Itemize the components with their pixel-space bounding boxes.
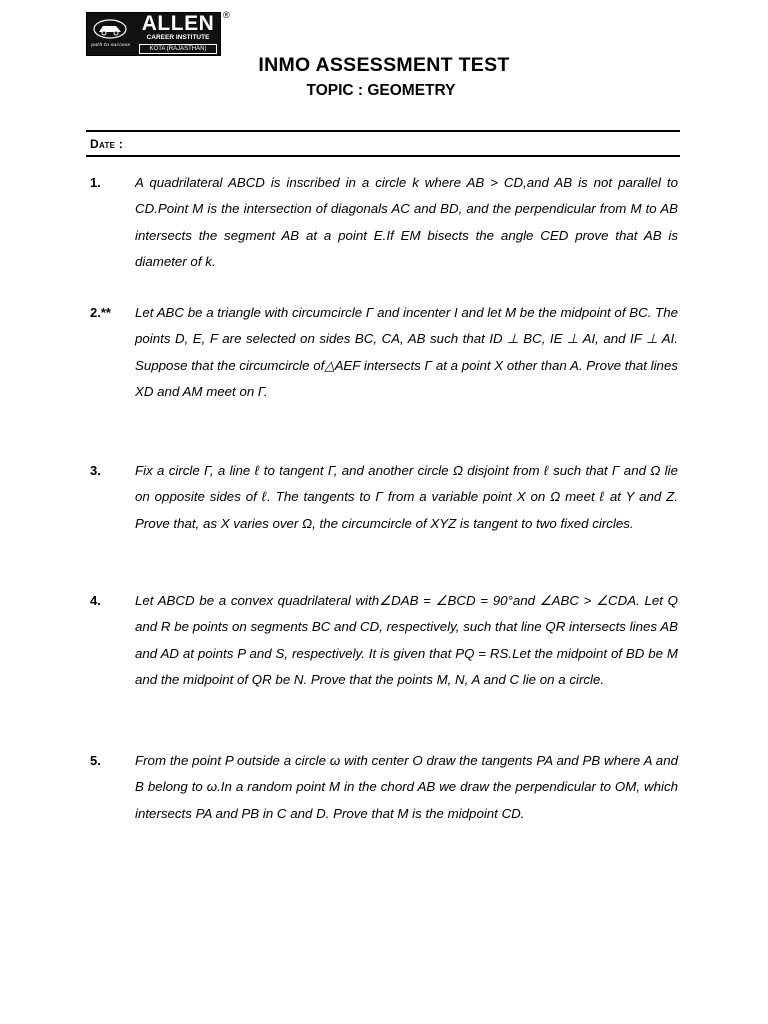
- question-number: 3.: [90, 463, 101, 478]
- registered-mark: ®: [223, 10, 230, 20]
- allen-logo: [86, 12, 221, 56]
- page-subtitle: TOPIC : GEOMETRY: [306, 82, 456, 99]
- question-number: 5.: [90, 753, 101, 768]
- car-emblem-icon: [92, 18, 128, 40]
- logo-institute: CAREER INSTITUTE: [146, 34, 210, 41]
- question-text: Let ABCD be a convex quadrilateral with∠DAB = ∠BCD = 90°and ∠ABC > ∠CDA. Let Q and R be points on segments BC and CD, respectively, such that line QR intersects lines AB and AD at points P and S, respectively. It is given that PQ = RS.Let the midpoint of BD be M and the midpoint of QR be N. Prove that the points M, N, A and C lie on a circle.: [135, 593, 678, 687]
- logo-tagline: path to success: [91, 42, 131, 48]
- question-number: 2.**: [90, 305, 111, 320]
- date-label: Date :: [90, 137, 124, 151]
- question-text: Fix a circle Γ, a line ℓ to tangent Γ, and another circle Ω disjoint from ℓ such that Γ and Ω lie on opposite sides of ℓ. The tangents to Γ from a variable point X on Ω meet ℓ at Y and Z. Prove that, as X varies over Ω, the circumcircle of XYZ is tangent to two fixed circles.: [135, 463, 678, 531]
- logo-location: KOTA (RAJASTHAN): [139, 44, 217, 54]
- question-number: 4.: [90, 593, 101, 608]
- page-title: INMO ASSESSMENT TEST: [258, 54, 510, 76]
- question-number: 1.: [90, 175, 101, 190]
- header-rule-top: [86, 130, 680, 132]
- question-text: From the point P outside a circle ω with center O draw the tangents PA and PB where A and B belong to ω.In a random point M in the chord AB we draw the perpendicular to OM, which intersects PA and PB in C and D. Prove that M is the midpoint CD.: [135, 753, 678, 821]
- question-text: A quadrilateral ABCD is inscribed in a circle k where AB > CD,and AB is not parallel to CD.Point M is the intersection of diagonals AC and BD, and the perpendicular from M to AB intersects the segment AB at a point E.If EM bisects the angle CED prove that AB is diameter of k.: [135, 175, 678, 269]
- header-rule-bottom: [86, 155, 680, 157]
- logo-brand: ALLEN: [141, 12, 215, 35]
- question-text: Let ABC be a triangle with circumcircle Γ and incenter I and let M be the midpoint of BC. The points D, E, F are selected on sides BC, CA, AB such that ID ⊥ BC, IE ⊥ AI, and IF ⊥ AI. Suppose that the circumcircle of△AEF intersects Γ at a point X other than A. Prove that lines XD and AM meet on Γ.: [135, 305, 678, 399]
